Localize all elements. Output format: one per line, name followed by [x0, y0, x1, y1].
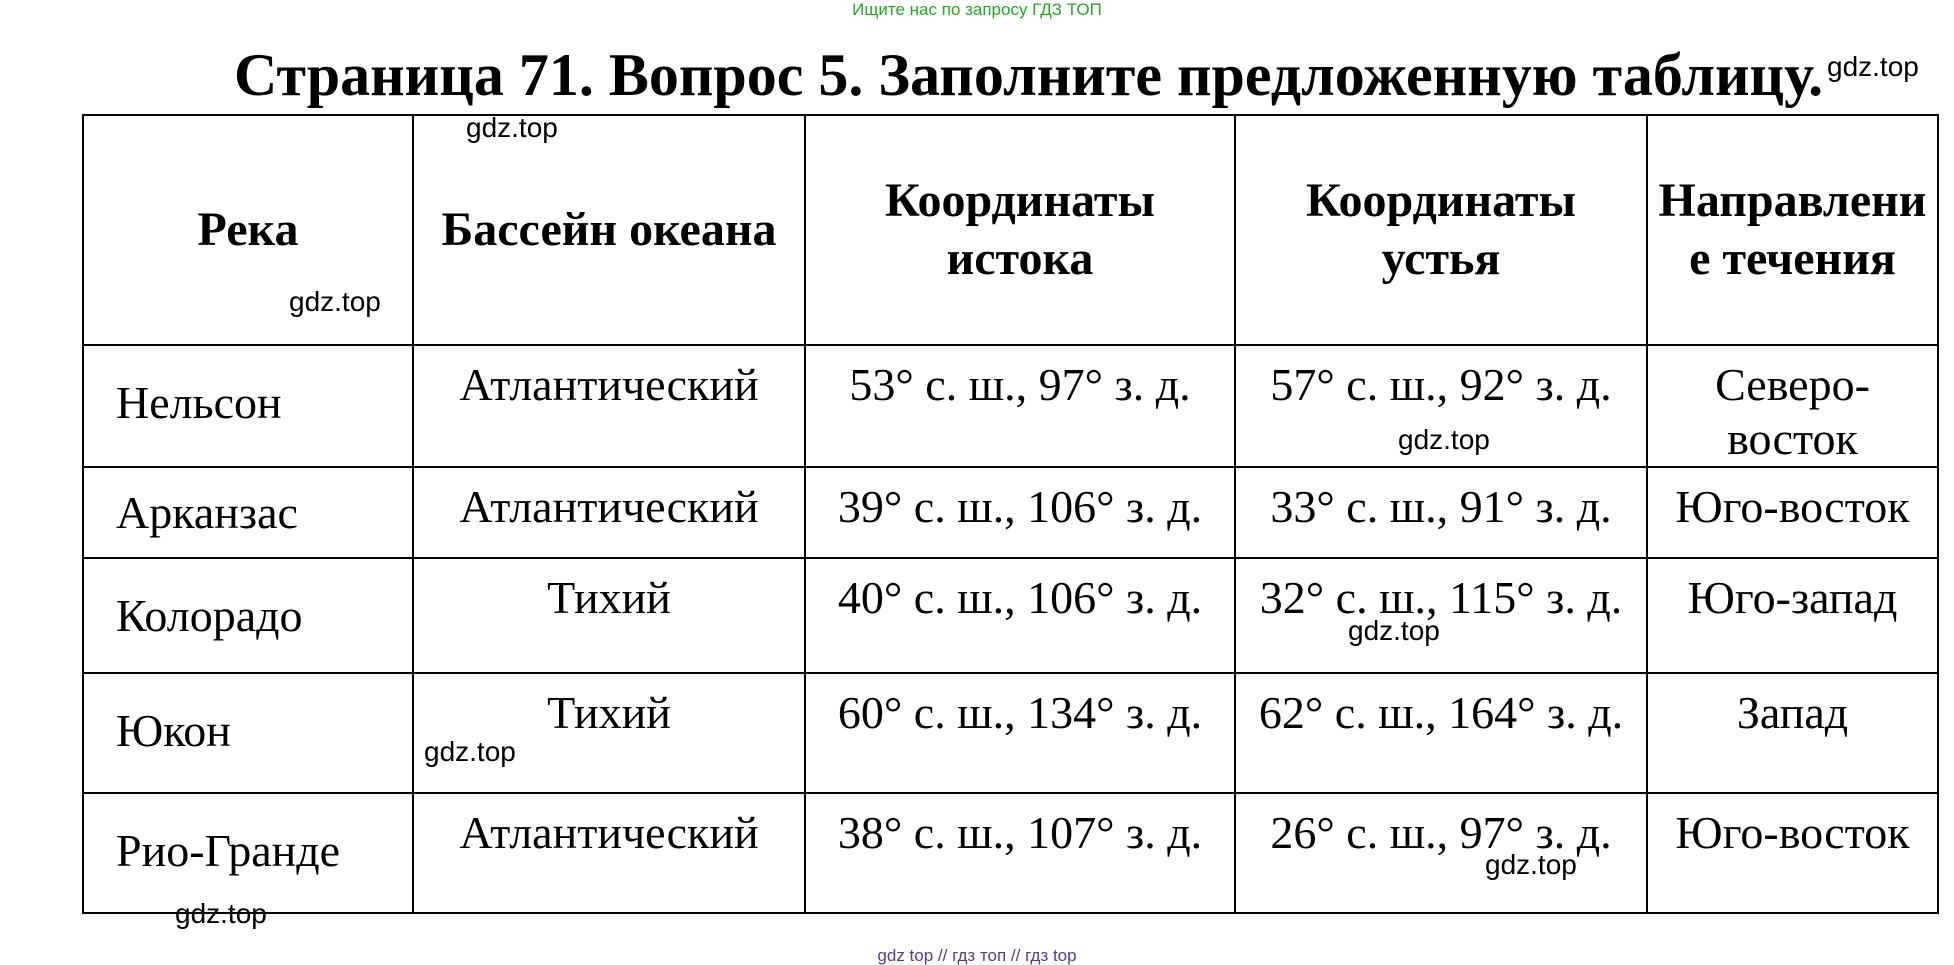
- river-name: Арканзас: [83, 467, 413, 558]
- mouth-coords: 33° с. ш., 91° з. д.: [1235, 467, 1647, 558]
- header-basin: Бассейн океана: [413, 115, 805, 345]
- watermark: gdz.top: [289, 286, 381, 317]
- source-coords: 38° с. ш., 107° з. д.: [805, 793, 1235, 913]
- table-row: [83, 793, 1938, 913]
- watermark: gdz.top: [466, 112, 558, 143]
- watermark: gdz.top: [1485, 849, 1577, 880]
- ocean-basin: Атлантический: [413, 793, 805, 913]
- table-row: [83, 558, 1938, 673]
- table-row: [83, 467, 1938, 558]
- watermark: gdz.top: [1398, 424, 1490, 455]
- mouth-coords: 32° с. ш., 115° з. д.: [1235, 558, 1647, 673]
- river-name: Колорадо: [83, 558, 413, 673]
- flow-direction: Юго-восток: [1647, 793, 1938, 913]
- page-title: Страница 71. Вопрос 5. Заполните предложенную таблицу.: [234, 42, 1824, 108]
- mouth-coords: 57° с. ш., 92° з. д.: [1235, 345, 1647, 467]
- source-coords: 39° с. ш., 106° з. д.: [805, 467, 1235, 558]
- rivers-table: [82, 114, 1939, 914]
- flow-direction: Запад: [1647, 673, 1938, 793]
- watermark: gdz.top: [1827, 51, 1919, 82]
- watermark: gdz.top: [424, 736, 516, 767]
- source-coords: 40° с. ш., 106° з. д.: [805, 558, 1235, 673]
- footer-links: gdz top // гдз топ // гдз top: [877, 946, 1077, 965]
- table-row: [83, 673, 1938, 793]
- header-mouth-coords: Координаты устья: [1235, 115, 1647, 345]
- river-name: Нельсон: [83, 345, 413, 467]
- ocean-basin: Тихий: [413, 558, 805, 673]
- ocean-basin: Атлантический: [413, 345, 805, 467]
- mouth-coords: 62° с. ш., 164° з. д.: [1235, 673, 1647, 793]
- watermark: gdz.top: [175, 898, 267, 929]
- flow-direction: Северо-восток: [1647, 345, 1938, 467]
- flow-direction: Юго-восток: [1647, 467, 1938, 558]
- flow-direction: Юго-запад: [1647, 558, 1938, 673]
- watermark: gdz.top: [1348, 615, 1440, 646]
- top-banner: Ищите нас по запросу ГДЗ ТОП: [852, 0, 1102, 19]
- header-source-coords: Координаты истока: [805, 115, 1235, 345]
- river-name: Юкон: [83, 673, 413, 793]
- ocean-basin: Атлантический: [413, 467, 805, 558]
- table-row: [83, 345, 1938, 467]
- source-coords: 53° с. ш., 97° з. д.: [805, 345, 1235, 467]
- source-coords: 60° с. ш., 134° з. д.: [805, 673, 1235, 793]
- ocean-basin: Тихий: [413, 673, 805, 793]
- header-river: Река: [83, 115, 413, 345]
- mouth-coords: 26° с. ш., 97° з. д.: [1235, 793, 1647, 913]
- header-flow-direction: Направление течения: [1647, 115, 1938, 345]
- river-name: Рио-Гранде: [83, 793, 413, 913]
